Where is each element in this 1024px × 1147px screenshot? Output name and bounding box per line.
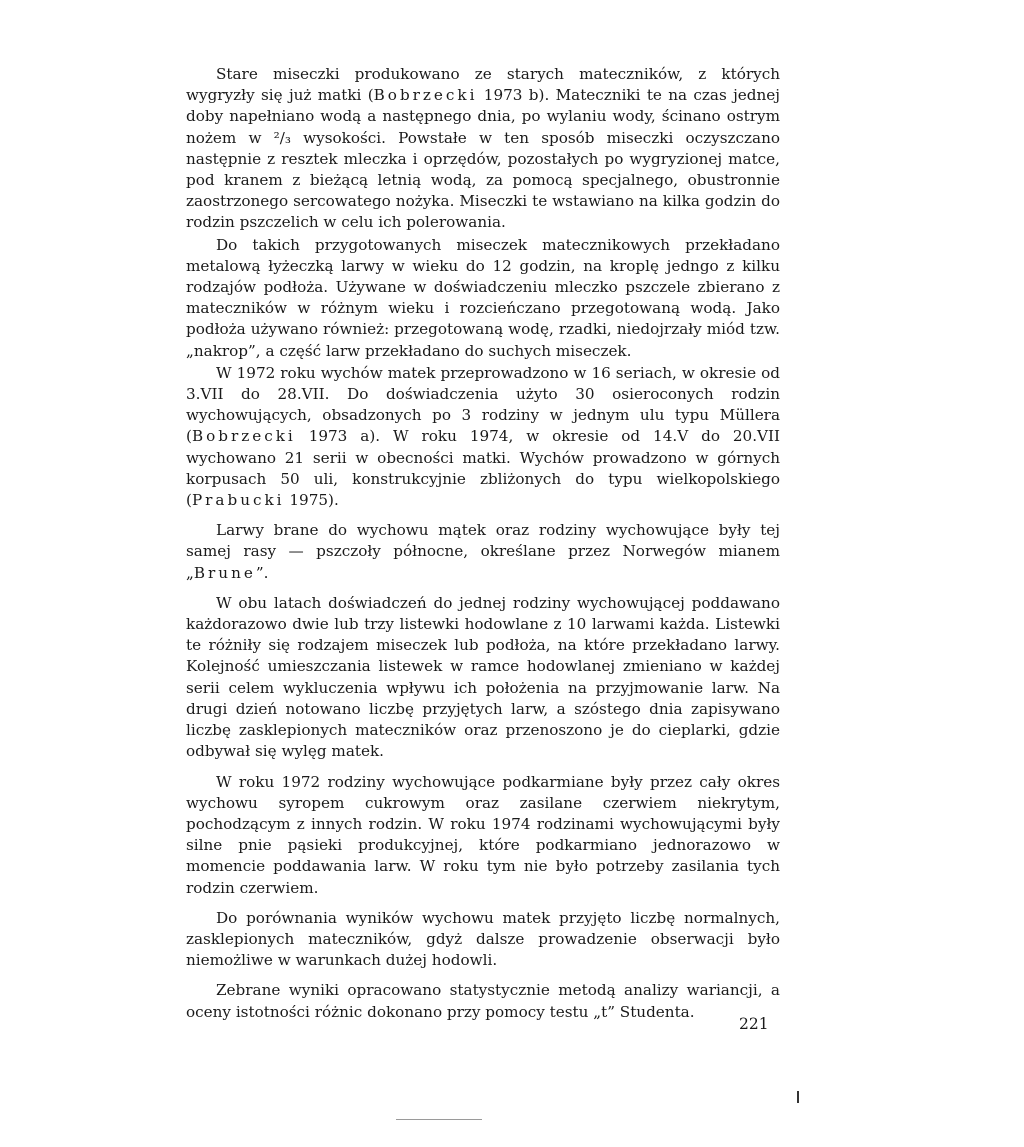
text-run: Larwy brane do wychowu mątek oraz rodziny wychowujące były tej samej rasy — pszczoły północne, określane przez Norwegów mianem „ [186, 521, 780, 582]
text-run: W 1972 roku wychów matek przeprowadzono w 16 seriach, w okresie od 3.VII do 28.VII. Do doświadczenia użyto 30 osieroconych rodzin wychowujących, obsadzonych po 3 rodziny w jednym ulu typu Müllera ( [186, 363, 780, 446]
paragraph-2 [186, 235, 780, 362]
text-run: W roku 1972 rodziny wychowujące podkarmiane były przez cały okres wychowu syropem cukrowym oraz zasilane czerwiem niekrytym, pochodzącym z innych rodzin. W roku 1974 rodzinami wychowującymi były silne pnie pąsieki produkcyjnej, które podkarmiano jednorazowo w momencie poddawania larw. W roku tym nie było potrzeby zasilania tych rodzin czerwiem. [186, 772, 780, 897]
author-name: Bobrzecki [191, 427, 296, 446]
paragraph-5 [186, 593, 780, 763]
text-run: 1973 a). W roku 1974, w okresie od 14.V do 20.VII wychowano 21 serii w obecności matki. Wychów prowadzono w górnych korpusach 50 uli, konstrukcyjnie zbliżonych do typu wielkopolskiego ( [186, 427, 780, 510]
paragraph-1 [186, 64, 780, 234]
text-run: Do porównania wyników wychowu matek przyjęto liczbę normalnych, zasklepionych mateczników, gdyż dalsze prowadzenie obserwacji było niemożliwe w warunkach dużej hodowli. [186, 908, 780, 970]
author-name: Prabucki [191, 491, 285, 510]
text-run: ”. [255, 563, 269, 582]
paragraph-3 [186, 363, 780, 511]
author-name: Bobrzecki [373, 86, 478, 105]
author-name: Brune [193, 563, 256, 582]
scan-artifact-mark [797, 1091, 799, 1103]
text-run: W obu latach doświadczeń do jednej rodziny wychowującej poddawano każdorazowo dwie lub trzy listewki hodowlane z 10 larwami każda. Listewki te różniły się rodzajem miseczek lub podłoża, na które przekładano larwy. Kolejność umieszczania listewek w ramce hodowlanej zmieniano w każdej serii celem wykluczenia wpływu ich położenia na przyjmowanie larw. Na drugi dzień notowano liczbę przyjętych larw, a szóstego dnia zapisywano liczbę zasklepionych mateczników oraz przenoszono je do cieplarki, gdzie odbywał się wylęg matek. [186, 593, 780, 761]
paragraph-8 [186, 980, 780, 1022]
text-run: Stare miseczki produkowano ze starych mateczników, z których wygryzły się już matki ( [186, 65, 780, 105]
text-run: 1975). [284, 491, 339, 510]
page-number: 221 [739, 1015, 769, 1033]
text-run: Do takich przygotowanych miseczek matecznikowych przekładano metalową łyżeczką larwy w wieku do 12 godzin, na kroplę jedngo z kilku rodzajów podłoża. Używane w doświadczeniu mleczko pszczele zbierano z mateczników w różnym wieku i rozcieńczano przegotowaną wodą. Jako podłoża używano również: przegotowaną wodę, rzadki, niedojrzały miód tzw. „nakrop”, a część larw przekładano do suchych miseczek. [186, 235, 780, 360]
text-run: Zebrane wyniki opracowano statystycznie metodą analizy wariancji, a oceny istotności różnic dokonano przy pomocy testu „t” Studenta. [186, 981, 780, 1021]
text-run: 1973 b). Mateczniki te na czas jednej doby napełniano wodą a następnego dnia, po wylaniu wody, ścinano ostrym nożem w ²/₃ wysokości. Powstałe w ten sposób miseczki oczyszczano następnie z resztek mleczka i oprzędów, pozostałych po wygryzionej matce, pod kranem z bieżącą letnią wodą, za pomocą specjalnego, obustronnie zaostrzonego sercowatego nożyka. Miseczki te wstawiano na kilka godzin do rodzin pszczelich w celu ich polerowania. [186, 86, 780, 232]
scan-artifact-line [396, 1119, 482, 1120]
paragraph-6 [186, 772, 780, 899]
paragraph-4 [186, 520, 780, 584]
body-text [186, 64, 780, 1023]
paragraph-7 [186, 908, 780, 972]
